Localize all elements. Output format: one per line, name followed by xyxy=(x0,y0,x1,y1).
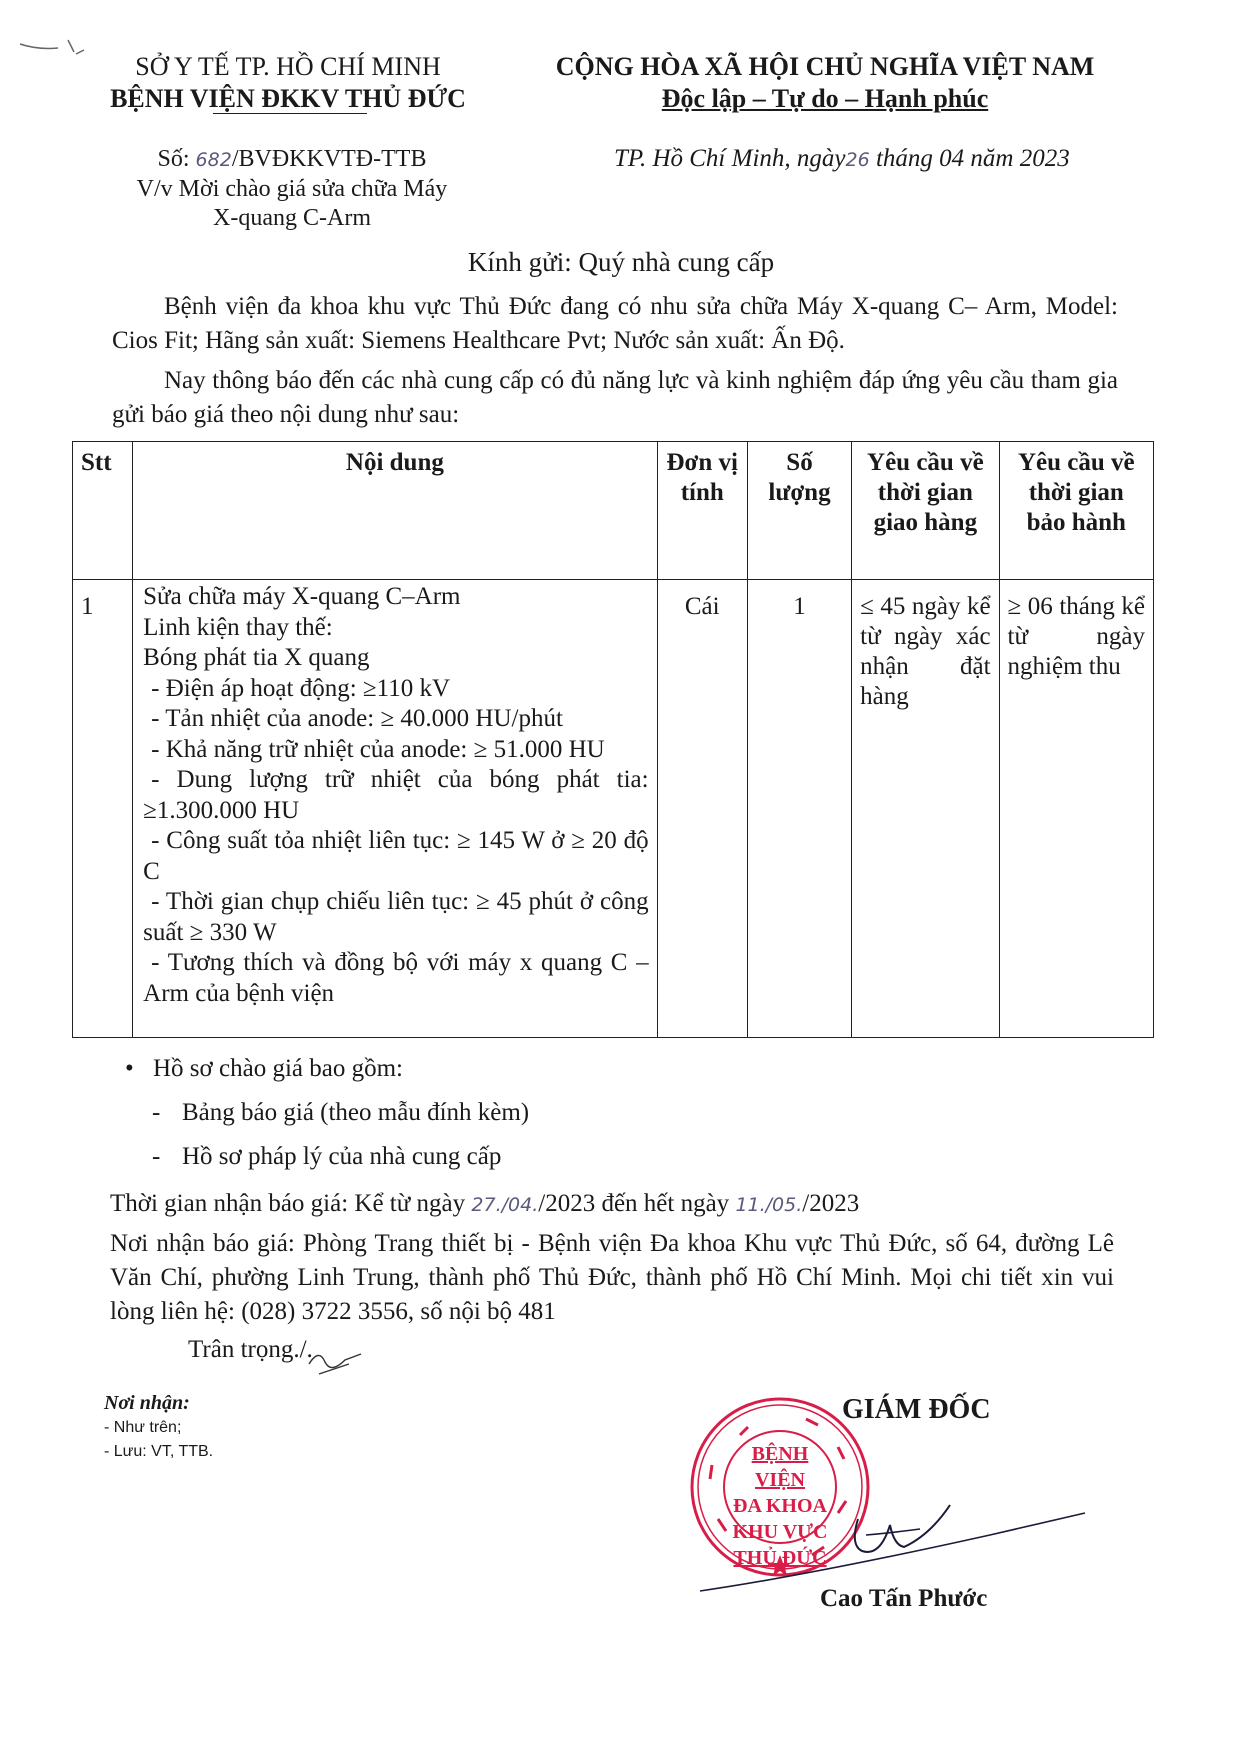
national-motto: Độc lập – Tự do – Hạnh phúc xyxy=(661,84,989,113)
national-header xyxy=(530,51,1120,115)
bullet-icon: • xyxy=(125,1055,134,1082)
content-line: Bóng phát tia X quang xyxy=(143,644,370,671)
signer-name: Cao Tấn Phước xyxy=(820,1585,988,1612)
cell-delivery: ≤ 45 ngày kể từ ngày xác nhận đặt hàng xyxy=(852,580,999,1038)
issue-date: TP. Hồ Chí Minh, ngày26 tháng 04 năm 2023 xyxy=(614,145,1070,172)
scan-mark xyxy=(18,36,88,60)
content-line: - Tương thích và đồng bộ với máy x quang C – Arm của bệnh viện xyxy=(143,949,649,1007)
stamp-text: BỆNH VIỆN ĐA KHOA KHU VỰC THỦ ĐỨC xyxy=(732,1443,828,1569)
recipients-title: Nơi nhận: xyxy=(104,1392,190,1414)
content-line: Linh kiện thay thế: xyxy=(143,613,333,641)
reference-number: Số: 682/BVĐKKVTĐ-TTB xyxy=(157,146,427,172)
content-line: - Khả năng trữ nhiệt của anode: ≥ 51.000 HU xyxy=(151,735,605,763)
recipient-item: - Lưu: VT, TTB. xyxy=(104,1443,214,1460)
subject-line-1: V/v Mời chào giá sửa chữa Máy xyxy=(136,176,448,202)
handwritten-to-date: 11./05. xyxy=(735,1194,803,1216)
initial-mark xyxy=(305,1340,365,1380)
cell-warranty: ≥ 06 tháng kể từ ngày nghiệm thu xyxy=(999,580,1153,1038)
col-header-quantity: Số lượng xyxy=(747,442,851,580)
agency-name: SỞ Y TẾ TP. HỒ CHÍ MINH xyxy=(135,52,441,81)
hospital-name: BỆNH VIỆN ĐKKV THỦ ĐỨC xyxy=(110,84,466,113)
handwritten-day: 26 xyxy=(845,149,870,171)
cell-stt: 1 xyxy=(73,580,133,1038)
dossier-item: - Hồ sơ pháp lý của nhà cung cấp xyxy=(152,1143,502,1170)
handwritten-number: 682 xyxy=(195,149,232,171)
content-line: - Thời gian chụp chiếu liên tục: ≥ 45 phút ở công suất ≥ 330 W xyxy=(143,888,649,946)
table-header-row xyxy=(73,442,1154,580)
dossier-item: - Bảng báo giá (theo mẫu đính kèm) xyxy=(152,1099,530,1126)
cell-content xyxy=(133,580,657,1038)
cell-quantity: 1 xyxy=(747,580,851,1038)
intro-paragraph: Bệnh viện đa khoa khu vực Thủ Đức đang có nhu sửa chữa Máy X-quang C– Arm, Model: Cios Fit; Hãng sản xuất: Siemens Healthcare Pvt; Nước sản xuất: Ấn Độ. xyxy=(112,293,1118,354)
notice-paragraph: Nay thông báo đến các nhà cung cấp có đủ năng lực và kinh nghiệm đáp ứng yêu cầu tham gia gửi báo giá theo nội dung như sau: xyxy=(112,367,1118,428)
cell-unit: Cái xyxy=(657,580,747,1038)
col-header-content: Nội dung xyxy=(133,442,657,580)
national-name: CỘNG HÒA XÃ HỘI CHỦ NGHĨA VIỆT NAM xyxy=(555,52,1095,81)
signer-position: GIÁM ĐỐC xyxy=(842,1394,991,1425)
agency-underline xyxy=(213,113,367,114)
receive-place: Nơi nhận báo giá: Phòng Trang thiết bị - Bệnh viện Đa khoa Khu vực Thủ Đức, số 64, đường Lê Văn Chí, phường Linh Trung, thành phố Thủ Đức, thành phố Hồ Chí Minh. Mọi chi tiết xin vui lòng liên hệ: (028) 3722 3556, số nội bộ 481 xyxy=(110,1230,1114,1325)
requirements-table xyxy=(72,441,1154,1038)
content-line: - Điện áp hoạt động: ≥110 kV xyxy=(151,674,451,702)
closing: Trân trọng./. xyxy=(188,1336,313,1363)
content-line: Sửa chữa máy X-quang C–Arm xyxy=(143,583,461,610)
col-header-stt: Stt xyxy=(73,442,133,580)
recipients xyxy=(104,1390,213,1464)
dossier-section xyxy=(125,1052,529,1174)
receive-time: Thời gian nhận báo giá: Kể từ ngày 27./04./2023 đến hết ngày 11./05./2023 xyxy=(110,1190,860,1217)
recipient-item: - Như trên; xyxy=(104,1419,182,1436)
handwritten-from-date: 27./04. xyxy=(471,1194,539,1216)
dossier-bullet: • Hồ sơ chào giá bao gồm: xyxy=(125,1052,529,1086)
content-line: - Dung lượng trữ nhiệt của bóng phát tia: ≥1.300.000 HU xyxy=(143,766,649,824)
subject-line-2: X-quang C-Arm xyxy=(213,205,371,231)
agency-header xyxy=(82,51,494,115)
col-header-warranty: Yêu cầu về thời gian bảo hành xyxy=(999,442,1153,580)
col-header-unit: Đơn vị tính xyxy=(657,442,747,580)
salutation: Kính gửi: Quý nhà cung cấp xyxy=(467,247,775,277)
table-row xyxy=(73,580,1154,1038)
content-line: - Công suất tỏa nhiệt liên tục: ≥ 145 W ở ≥ 20 độ C xyxy=(143,827,649,885)
col-header-delivery: Yêu cầu về thời gian giao hàng xyxy=(852,442,999,580)
document-reference xyxy=(82,145,502,233)
content-line: - Tản nhiệt của anode: ≥ 40.000 HU/phút xyxy=(151,705,563,732)
